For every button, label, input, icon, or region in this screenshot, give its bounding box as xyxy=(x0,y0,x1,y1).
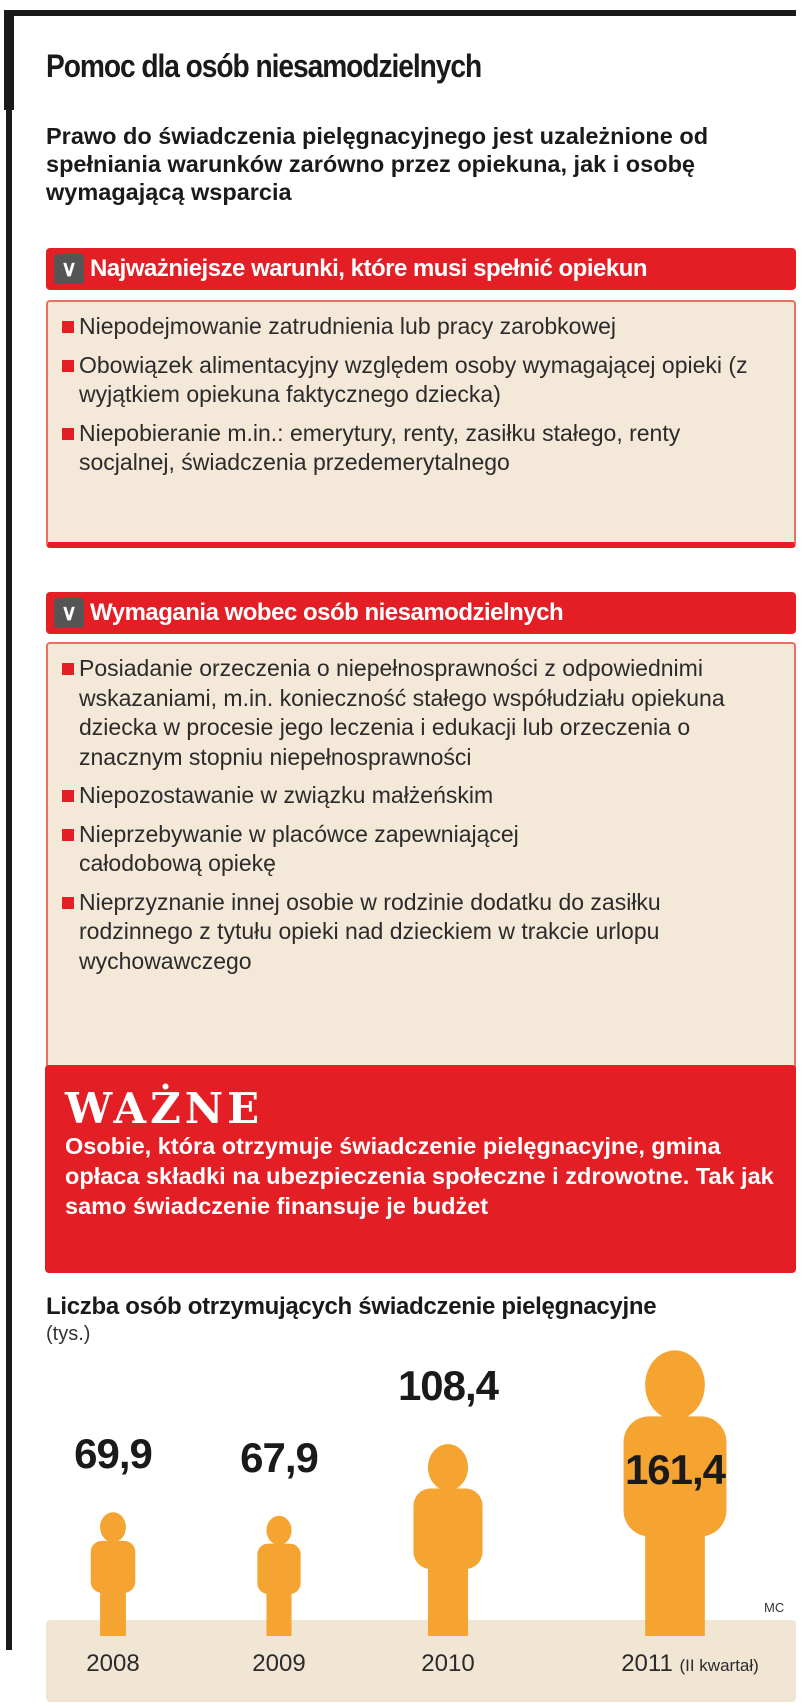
figure-head xyxy=(645,1350,705,1419)
figure-legs xyxy=(266,1584,291,1636)
chart-unit: (tys.) xyxy=(46,1323,91,1345)
list-item-text: Obowiązek alimentacyjny względem osoby wymagającej opieki (z wyjątkiem opiekuna faktycznego dziecka) xyxy=(79,351,748,407)
figure-legs xyxy=(100,1583,126,1636)
figure-body xyxy=(413,1488,482,1569)
important-text: Osobie, która otrzymuje świadczenie pielęgnacyjne, gmina opłaca składki na ubezpieczenia społeczne i zdrowotne. Tak jak samo świadczenie finansuje je budżet xyxy=(65,1133,774,1219)
list-item-text: Posiadanie orzeczenia o niepełnosprawności z odpowiednimi wskazaniami, m.in. konieczność stałego współudziału opiekuna dziecka w procesie jego leczenia i edukacji lub orzeczenia o znacznym stopniu niepełnosprawności xyxy=(79,655,725,770)
list-item-text: Niepozostawanie w związku małżeńskim xyxy=(79,782,494,808)
year-label xyxy=(53,1650,173,1678)
value-label: 108,4 xyxy=(397,1362,499,1410)
year-text: 2010 xyxy=(421,1650,475,1677)
year-label xyxy=(595,1650,785,1678)
chart-title: Liczba osób otrzymujących świadczenie pielęgnacyjne xyxy=(46,1293,657,1320)
year-label xyxy=(219,1650,339,1678)
list-item-text: Niepobieranie m.in.: emerytury, renty, zasiłku stałego, renty socjalnej, świadczenia przedemerytalnego xyxy=(79,419,681,475)
figure-head xyxy=(428,1444,468,1490)
year-note: (II kwartał) xyxy=(679,1656,759,1675)
figure-legs xyxy=(428,1559,468,1636)
section-header-label: Najważniejsze warunki, które musi spełnić opiekun xyxy=(90,255,648,282)
person-figure-2010 xyxy=(413,1444,482,1636)
year-text: 2011 xyxy=(621,1650,673,1677)
section-header-label: Wymagania wobec osób niesamodzielnych xyxy=(90,599,564,626)
value-label: 161,4 xyxy=(624,1446,726,1494)
person-figure-2009 xyxy=(257,1516,300,1636)
value-label: 67,9 xyxy=(240,1433,318,1481)
year-text: 2009 xyxy=(252,1650,306,1677)
year-label xyxy=(388,1650,508,1678)
figure-legs xyxy=(645,1526,705,1636)
person-figure-2008 xyxy=(91,1512,136,1636)
credit: MC xyxy=(764,1600,785,1615)
subtitle: Prawo do świadczenia pielęgnacyjnego jest uzależnione od spełniania warunków zarówno przez opiekuna, jak i osobę wymagającą wsparcia xyxy=(46,123,709,205)
list-item-text: Nieprzyznanie innej osobie w rodzinie dodatku do zasiłku rodzinnego z tytułu opieki nad dzieckiem w trakcie urlopu wychowawczego xyxy=(79,888,661,974)
chevron-down-icon: ∨ xyxy=(54,598,84,628)
figure-head xyxy=(266,1516,291,1545)
important-heading: WAŻNE xyxy=(65,1084,264,1133)
list-item-text: Niepodejmowanie zatrudnienia lub pracy zarobkowej xyxy=(79,313,616,339)
page-title: Pomoc dla osób niesamodzielnych xyxy=(46,48,482,84)
list-item-text: Nieprzebywanie w placówce zapewniającej całodobową opiekę xyxy=(79,820,519,876)
year-text: 2008 xyxy=(86,1650,140,1677)
chevron-down-icon: ∨ xyxy=(54,254,84,284)
figure-head xyxy=(100,1512,126,1542)
value-label: 69,9 xyxy=(74,1430,152,1478)
